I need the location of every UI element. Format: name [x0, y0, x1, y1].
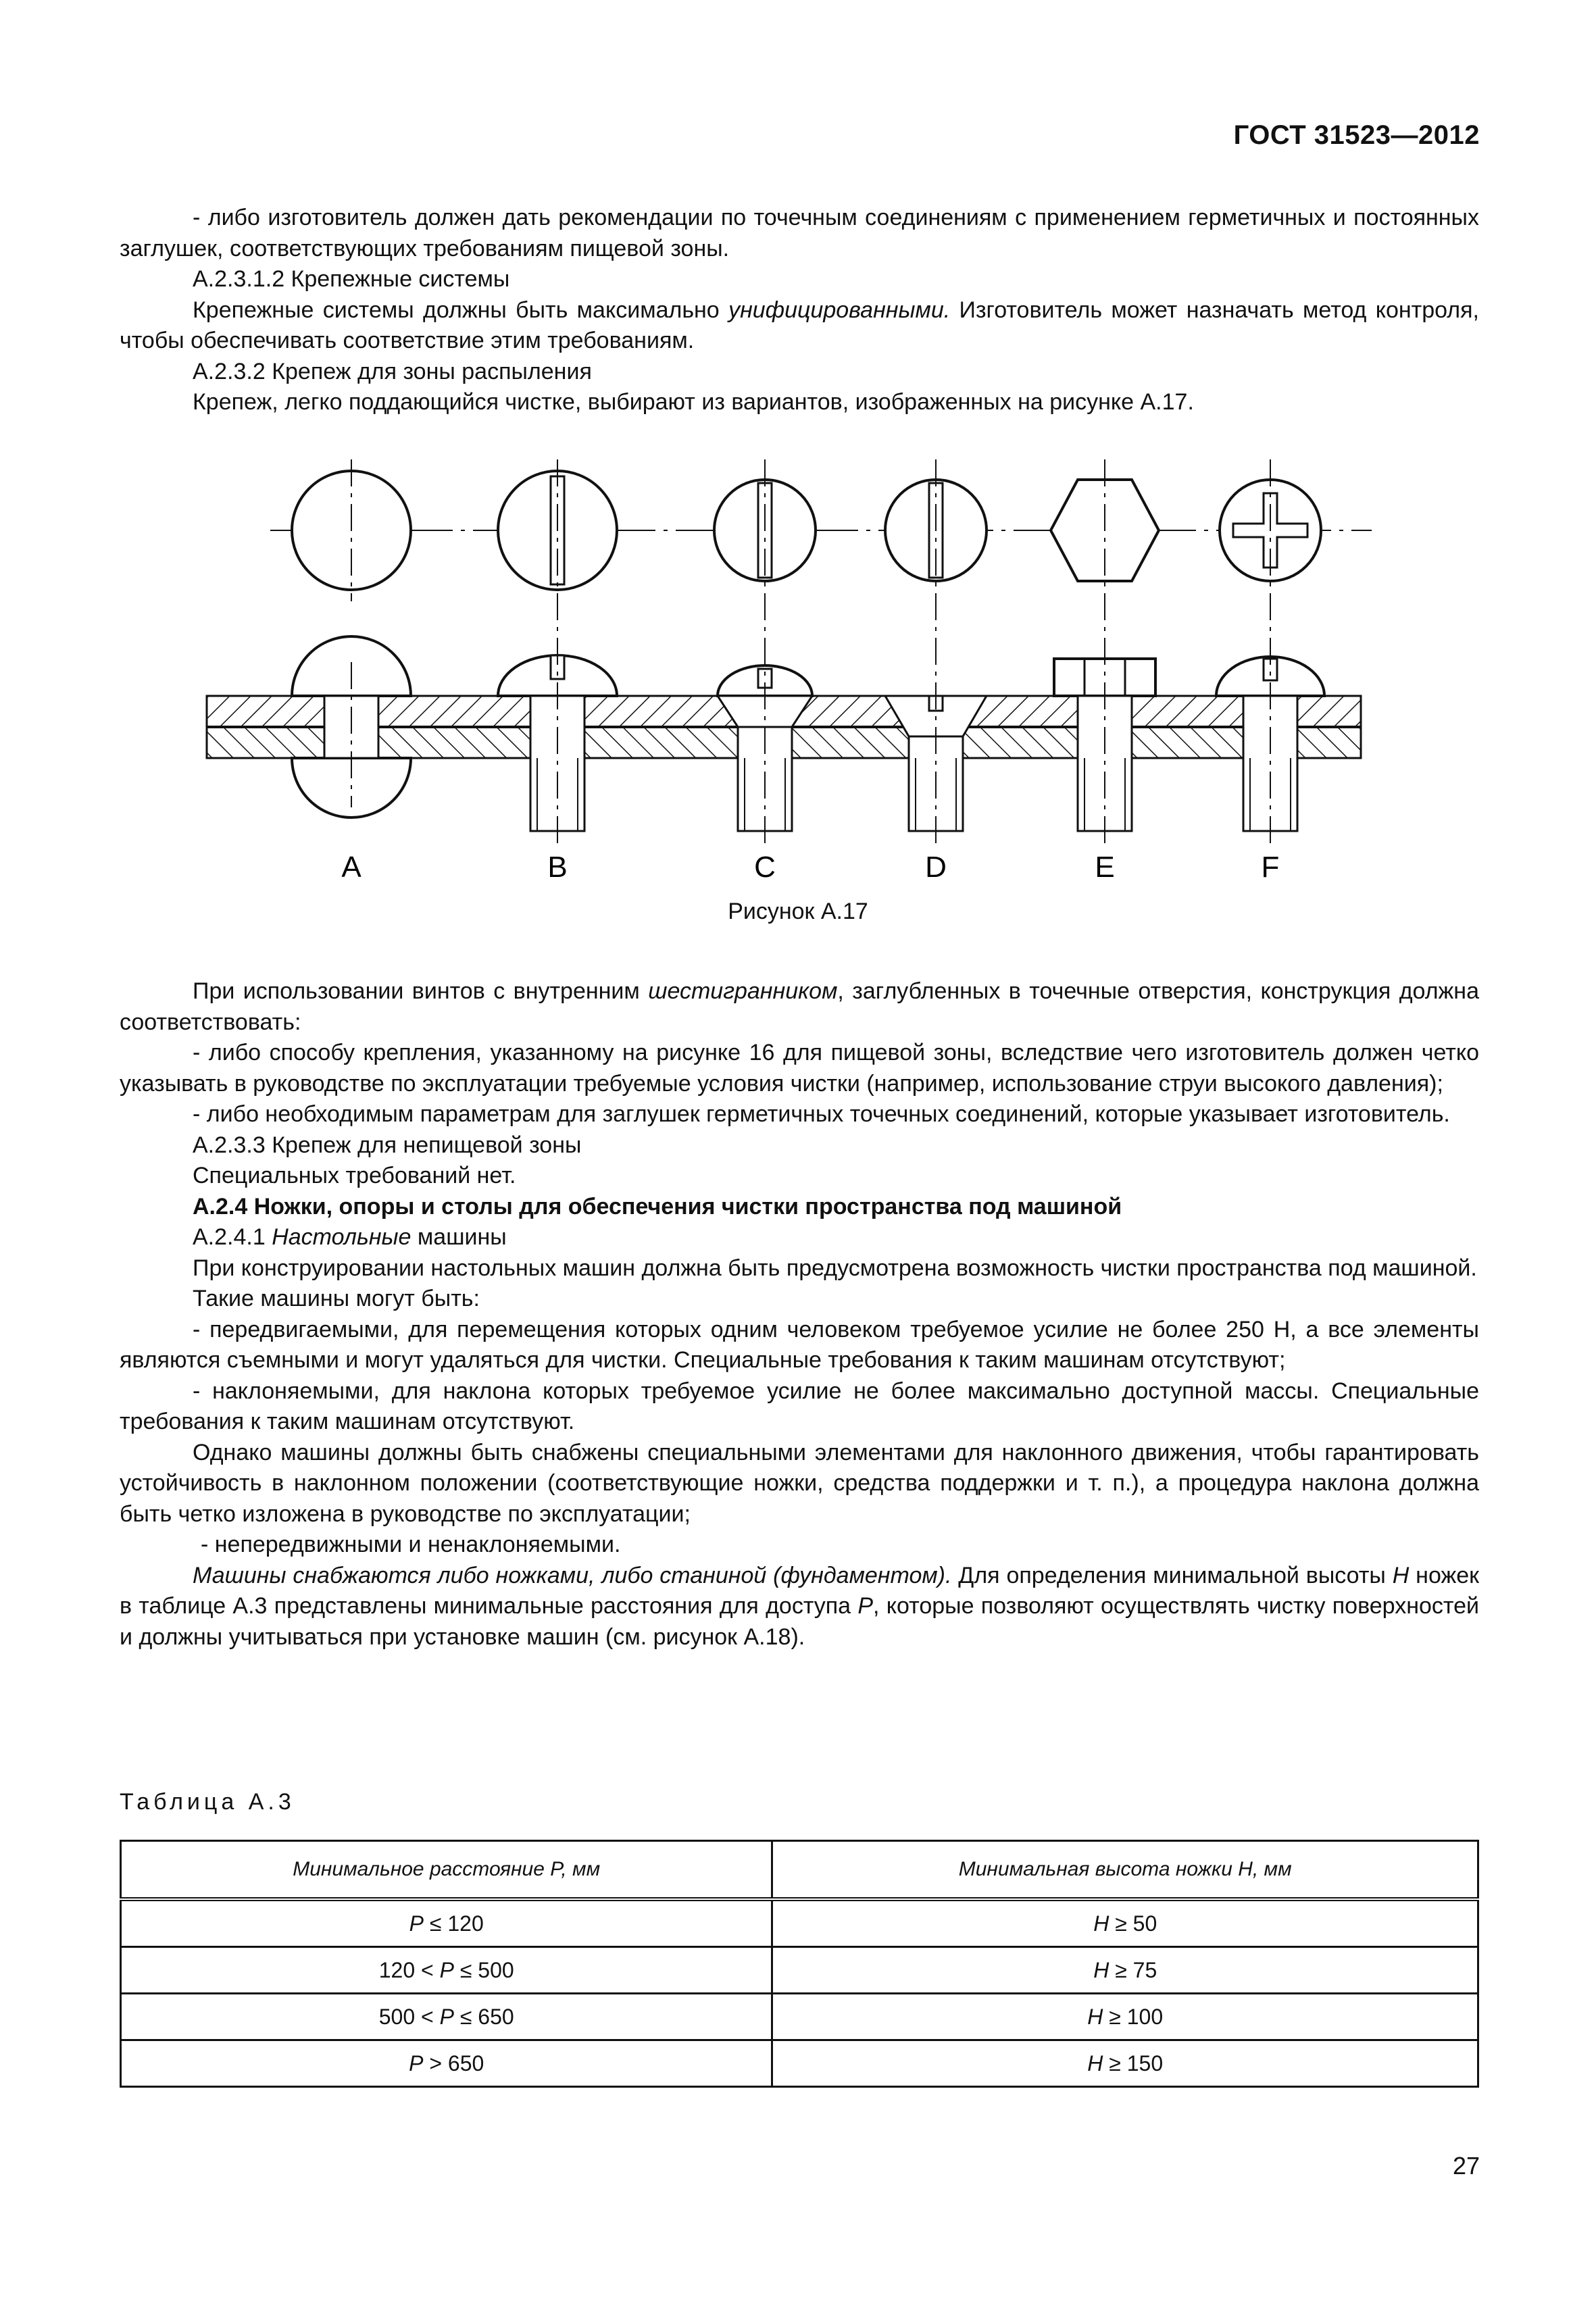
table-a3: [120, 1840, 1479, 2088]
section-heading-a2312: А.2.3.1.2 Крепежные системы: [193, 266, 510, 292]
document-code: ГОСТ 31523—2012: [1233, 120, 1480, 150]
body-paragraph-2: - либо способу крепления, указанному на рисунке 16 для пищевой зоны, вследствие чего изготовитель должен четко указывать в руководстве по эксплуатации требуемые условия чистки (например, использование струи высокого давления);: [120, 1040, 1479, 1097]
table-header-h: Минимальная высота ножки H, мм: [772, 1841, 1478, 1900]
cell-p: 500 < P ≤ 650: [121, 1994, 772, 2040]
intro-paragraph-5: Крепеж, легко поддающийся чистке, выбирают из вариантов, изображенных на рисунке А.17.: [193, 389, 1194, 415]
label-e: E: [1095, 851, 1115, 878]
body-paragraph-5: Специальных требований нет.: [193, 1163, 516, 1188]
cell-h: H ≥ 100: [772, 1994, 1478, 2040]
cell-p: 120 < P ≤ 500: [121, 1947, 772, 1994]
cell-p: P ≤ 120: [121, 1899, 772, 1947]
table-row: [121, 2040, 1478, 2087]
body-paragraph-13: - непередвижными и ненаклоняемыми.: [201, 1532, 621, 1557]
body-paragraph-9: Такие машины могут быть:: [193, 1286, 480, 1311]
section-heading-a24: А.2.4 Ножки, опоры и столы для обеспечения чистки пространства под машиной: [193, 1193, 1122, 1219]
body-paragraph-11: - наклоняемыми, для наклона которых требуемое усилие не более максимально доступной массы. Специальные требования к таким машинам отсутствуют.: [120, 1378, 1479, 1434]
intro-paragraph-3: Крепежные системы должны быть максимально унифицированными. Изготовитель может назначать метод контроля, чтобы обеспечивать соответствие этим требованиям.: [120, 297, 1479, 353]
body-paragraph-12: Однако машины должны быть снабжены специальными элементами для наклонного движения, чтобы гарантировать устойчивость в наклонном положении (соответствующие ножки, средства поддержки и т. п.), а процедура наклона должна быть четко изложена в руководстве по эксплуатации;: [120, 1439, 1479, 1527]
cell-p: P > 650: [121, 2040, 772, 2087]
table-row: [121, 1899, 1478, 1947]
intro-paragraph-1: - либо изготовитель должен дать рекомендации по точечным соединениям с применением герметичных и постоянных заглушек, соответствующих требованиям пищевой зоны.: [120, 205, 1479, 261]
fastener-f: [1216, 459, 1324, 845]
figure-caption: Рисунок А.17: [728, 899, 868, 924]
cell-h: H ≥ 50: [772, 1899, 1478, 1947]
fastener-c: [714, 459, 816, 845]
body-text: [120, 976, 1479, 1653]
fastener-b: [498, 459, 617, 845]
fastener-d: [885, 459, 987, 845]
figure-a17-fasteners: [0, 0, 1596, 878]
body-paragraph-10: - передвигаемыми, для перемещения которых одним человеком требуемое усилие не более 250 Н, а все элементы являются съемными и могут удаляться для чистки. Специальные требования к таким машинам отсутствуют;: [120, 1316, 1479, 1373]
table-label: Таблица А.3: [120, 1789, 295, 1815]
cell-h: H ≥ 75: [772, 1947, 1478, 1994]
label-a: A: [341, 851, 361, 878]
body-paragraph-8: При конструировании настольных машин должна быть предусмотрена возможность чистки пространства под машиной.: [193, 1255, 1477, 1281]
fastener-e: [1051, 459, 1159, 845]
body-paragraph-14: Машины снабжаются либо ножками, либо станиной (фундаментом). Для определения минимальной высоты H ножек в таблице А.3 представлены минимальные расстояния для доступа P, которые позволяют осуществлять чистку поверхностей и должны учитываться при установке машин (см. рисунок А.18).: [120, 1562, 1480, 1650]
section-heading-a233: А.2.3.3 Крепеж для непищевой зоны: [193, 1132, 582, 1158]
fastener-a: [292, 459, 411, 818]
label-b: B: [547, 851, 568, 878]
label-c: C: [754, 851, 776, 878]
body-paragraph-3: - либо необходимым параметрам для заглушек герметичных точечных соединений, которые указывает изготовитель.: [193, 1101, 1450, 1127]
cell-h: H ≥ 150: [772, 2040, 1478, 2087]
section-heading-a232: А.2.3.2 Крепеж для зоны распыления: [193, 358, 592, 384]
table-header-row: [121, 1841, 1478, 1900]
section-heading-a241: А.2.4.1 Настольные машины: [193, 1224, 507, 1250]
table-row: [121, 1994, 1478, 2040]
table-header-p: Минимальное расстояние P, мм: [121, 1841, 772, 1900]
label-d: D: [925, 851, 947, 878]
page-number: 27: [1452, 2152, 1480, 2180]
body-paragraph-1: При использовании винтов с внутренним шестигранником, заглубленных в точечные отверстия, конструкция должна соответствовать:: [120, 978, 1479, 1035]
table-row: [121, 1947, 1478, 1994]
label-f: F: [1261, 851, 1280, 878]
